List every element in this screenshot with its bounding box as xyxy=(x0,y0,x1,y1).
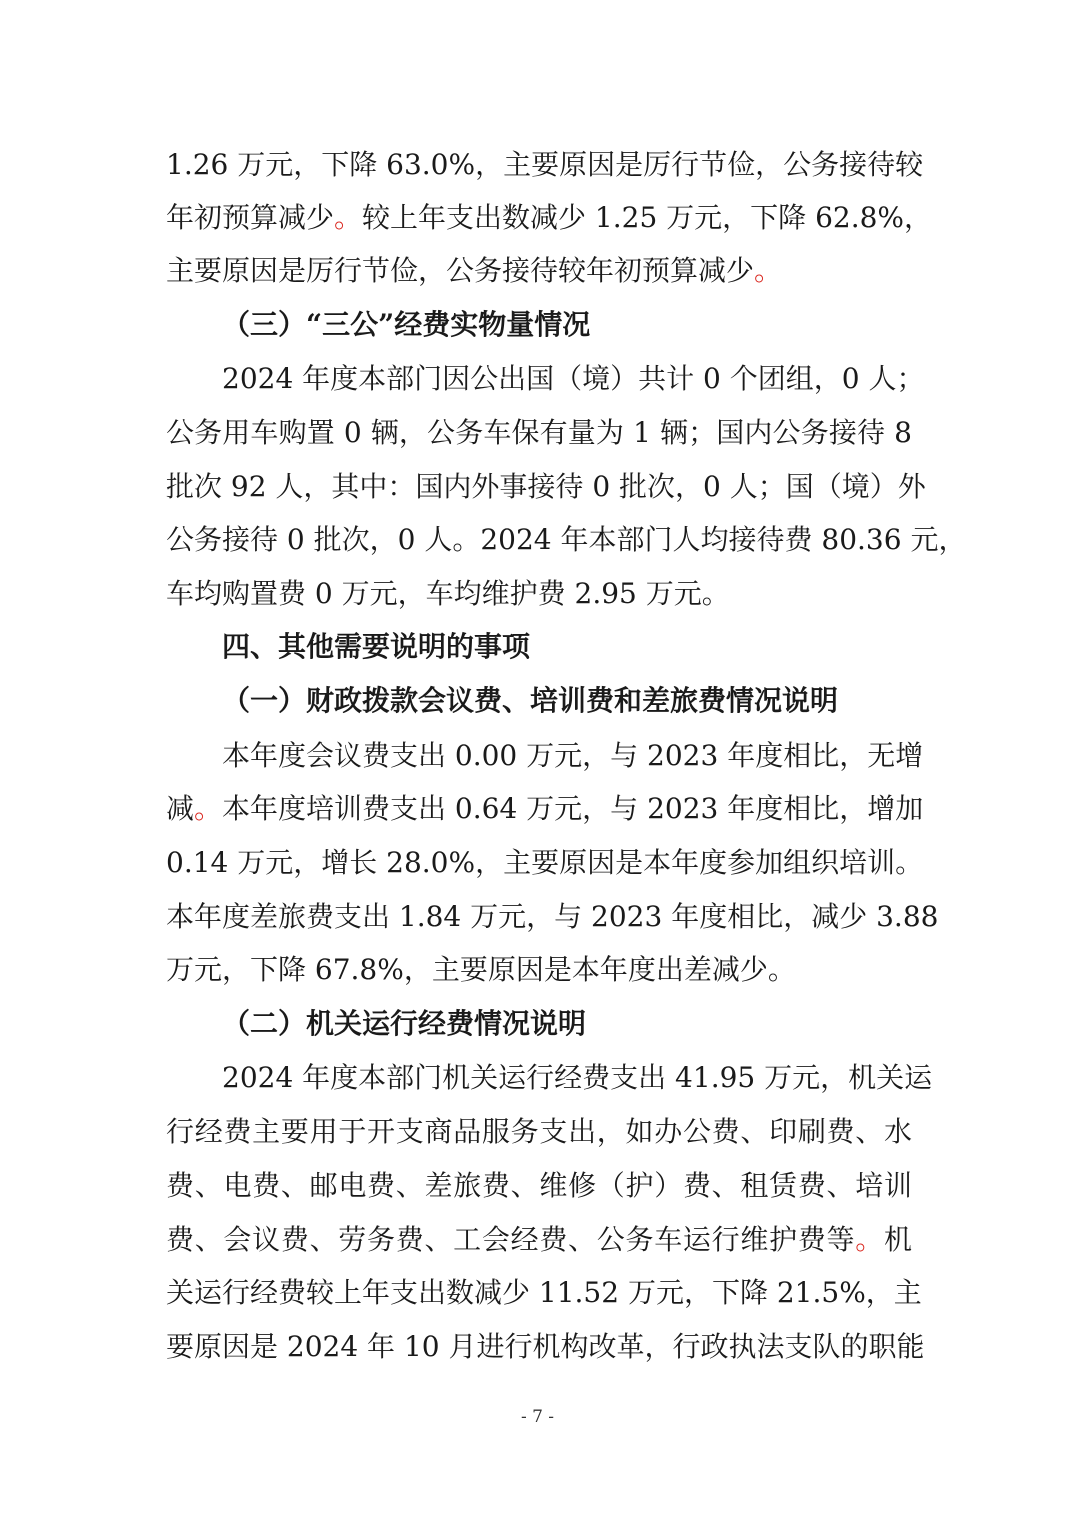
red-punctuation: 。 xyxy=(855,1223,884,1256)
text-run: 年初预算减少 xyxy=(166,201,335,234)
text-run: （三）“三公”经费实物量情况 xyxy=(222,308,591,341)
text-run: 2024 年度本部门机关运行经费支出 41.95 万元，机关运 xyxy=(222,1061,933,1094)
text-line xyxy=(166,567,912,621)
text-line xyxy=(166,890,939,944)
text-run: 减 xyxy=(166,792,195,825)
text-run: 本年度会议费支出 0.00 万元，与 2023 年度相比，无增 xyxy=(222,739,924,772)
text-line xyxy=(222,1051,933,1105)
text-run: 较上年支出数减少 1.25 万元，下降 62.8%， xyxy=(362,201,933,234)
text-line xyxy=(166,1266,922,1320)
red-punctuation: 。 xyxy=(334,201,363,234)
text-line xyxy=(166,1105,912,1159)
section-heading xyxy=(222,298,912,352)
text-line xyxy=(166,513,967,567)
text-line xyxy=(166,1320,925,1374)
text-run: 费、会议费、劳务费、工会经费、公务车运行维护费等 xyxy=(166,1223,856,1256)
red-punctuation: 。 xyxy=(754,254,783,287)
text-run: 批次 92 人，其中：国内外事接待 0 批次，0 人；国（境）外 xyxy=(166,470,926,503)
text-run: 公务接待 0 批次，0 人。2024 年本部门人均接待费 80.36 元， xyxy=(166,523,967,556)
text-run: 本年度培训费支出 0.64 万元，与 2023 年度相比，增加 xyxy=(222,792,924,825)
text-run: 主要原因是厉行节俭，公务接待较年初预算减少 xyxy=(166,254,755,287)
section-heading xyxy=(222,620,912,674)
text-run: 2024 年度本部门因公出国（境）共计 0 个团组，0 人； xyxy=(222,362,925,395)
page-number: - 7 - xyxy=(520,1407,555,1427)
red-punctuation: 。 xyxy=(194,792,223,825)
text-run: 公务用车购置 0 辆，公务车保有量为 1 辆；国内公务接待 8 xyxy=(166,416,912,449)
text-line xyxy=(166,244,912,298)
text-line xyxy=(166,138,924,192)
text-run: 关运行经费较上年支出数减少 11.52 万元，下降 21.5%，主 xyxy=(166,1276,922,1309)
text-run: 四、其他需要说明的事项 xyxy=(222,630,531,663)
text-run: 0.14 万元，增长 28.0%，主要原因是本年度参加组织培训。 xyxy=(166,846,924,879)
text-run: 机 xyxy=(883,1223,912,1256)
text-line xyxy=(166,406,912,460)
text-line xyxy=(166,1159,912,1213)
text-run: 要原因是 2024 年 10 月进行机构改革，行政执法支队的职能 xyxy=(166,1330,925,1363)
text-run: 1.26 万元，下降 63.0%，主要原因是厉行节俭，公务接待较 xyxy=(166,148,924,181)
text-line xyxy=(222,729,924,783)
text-run: （二）机关运行经费情况说明 xyxy=(222,1007,587,1040)
section-heading xyxy=(222,674,912,728)
text-line xyxy=(166,191,933,245)
text-line xyxy=(166,836,924,890)
text-line xyxy=(222,352,925,406)
text-run: 费、电费、邮电费、差旅费、维修（护）费、租赁费、培训 xyxy=(166,1169,912,1202)
section-heading xyxy=(222,997,912,1051)
text-run: 行经费主要用于开支商品服务支出，如办公费、印刷费、水 xyxy=(166,1115,912,1148)
text-run: （一）财政拨款会议费、培训费和差旅费情况说明 xyxy=(222,684,839,717)
text-run: 万元，下降 67.8%，主要原因是本年度出差减少。 xyxy=(166,953,796,986)
text-line xyxy=(166,460,926,514)
text-line xyxy=(166,782,924,836)
text-run: 本年度差旅费支出 1.84 万元，与 2023 年度相比，减少 3.88 xyxy=(166,900,939,933)
text-line xyxy=(166,943,912,997)
text-run: 车均购置费 0 万元，车均维护费 2.95 万元。 xyxy=(166,577,730,610)
text-line xyxy=(166,1213,912,1267)
